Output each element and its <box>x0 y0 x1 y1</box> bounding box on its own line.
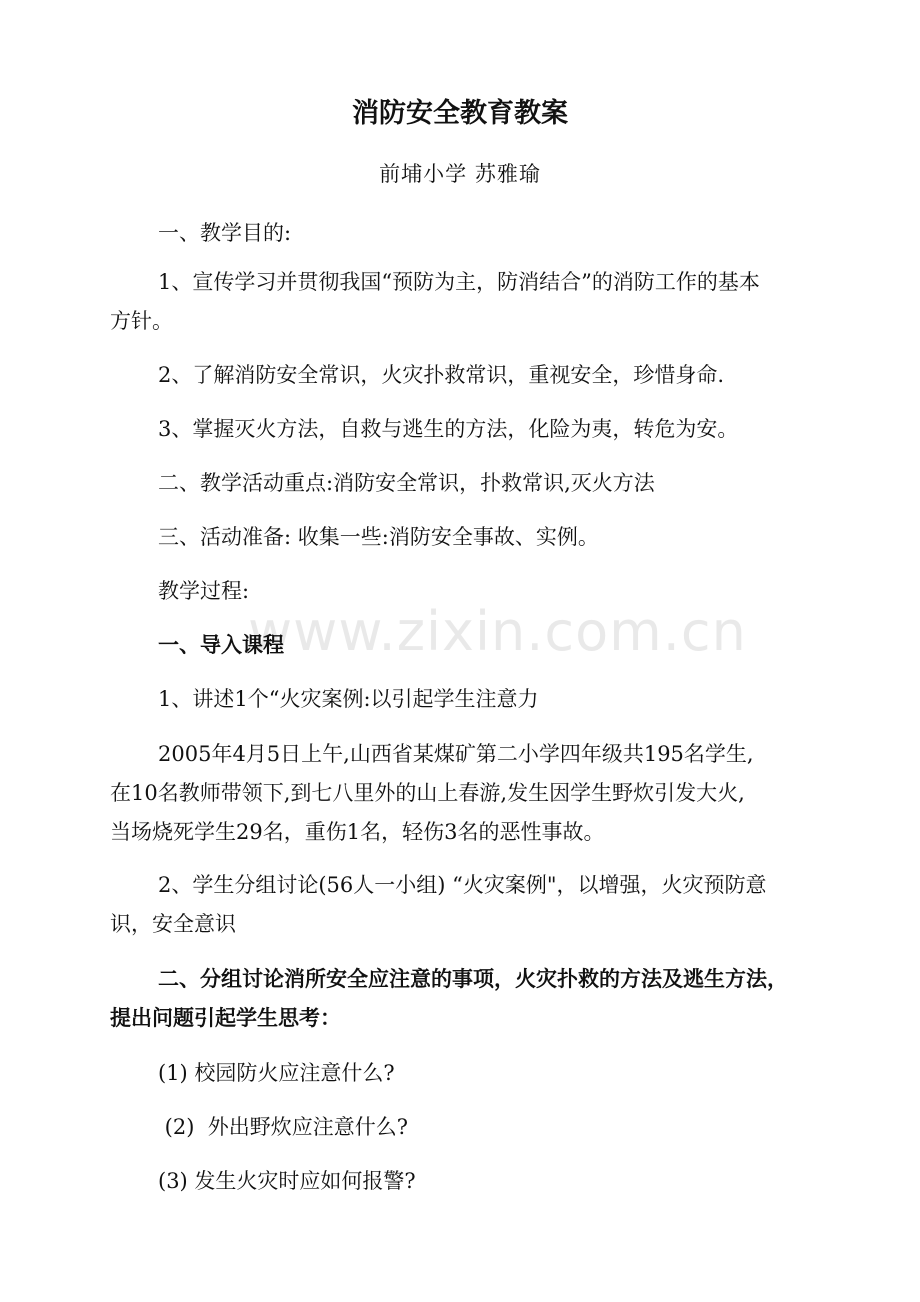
paragraph-line: (3) 发生火灾时应如何报警? <box>158 1169 416 1193</box>
paragraph-line: 2、学生分组讨论(56人一小组) “火灾案例"，以增强，火灾预防意 <box>158 873 767 897</box>
document-title: 消防安全教育教案 <box>352 98 568 129</box>
paragraph-line: 2、了解消防安全常识，火灾扑救常识，重视安全，珍惜身命. <box>158 363 725 387</box>
paragraph-line: 2005年4月5日上午,山西省某煤矿第二小学四年级共195名学生, <box>158 742 754 766</box>
paragraph-line: (2) 外出野炊应注意什么? <box>158 1115 409 1139</box>
document-author: 前埔小学 苏雅瑜 <box>379 162 541 186</box>
paragraph-process-heading <box>110 572 830 611</box>
paragraph-goal-1 <box>110 263 830 341</box>
paragraph-group-discussion <box>110 866 830 944</box>
paragraph-preparation <box>110 518 830 557</box>
paragraph-line: 识，安全意识 <box>110 912 236 936</box>
paragraph-line: 一、教学目的: <box>158 221 292 245</box>
paragraph-line: 3、掌握灭火方法，自救与逃生的方法，化险为夷，转危为安。 <box>158 417 739 441</box>
paragraph-line: 当场烧死学生29名，重伤1名，轻伤3名的恶性事故。 <box>110 820 605 844</box>
paragraph-line: 一、导入课程 <box>158 633 284 657</box>
paragraph-line: 1、宣传学习并贯彻我国“预防为主，防消结合”的消防工作的基本 <box>158 270 760 294</box>
paragraph-line: (1) 校园防火应注意什么? <box>158 1061 395 1085</box>
paragraph-line: 二、分组讨论消所安全应注意的事项，火灾扑救的方法及逃生方法， <box>158 967 788 991</box>
paragraph-line: 三、活动准备: 收集一些:消防安全事故、实例。 <box>158 525 599 549</box>
paragraph-line: 提出问题引起学生思考： <box>110 1006 341 1030</box>
question-item-2 <box>110 1108 830 1147</box>
paragraph-case-intro <box>110 680 830 719</box>
watermark: www.zixin.com.cn <box>248 600 747 663</box>
question-item-3 <box>110 1162 830 1201</box>
paragraph-line: 方针。 <box>110 309 173 333</box>
paragraph-case-details <box>110 735 830 852</box>
section-heading-discussion <box>110 960 830 1038</box>
paragraph-goal-2 <box>110 356 830 395</box>
paragraph-line: 1、讲述1个“火灾案例:以引起学生注意力 <box>158 687 539 711</box>
paragraph-goal-3 <box>110 410 830 449</box>
section-heading-introduction <box>110 626 830 665</box>
paragraph-line: 在10名教师带领下,到七八里外的山上春游,发生因学生野炊引发大火, <box>110 781 745 805</box>
paragraph-key-points <box>110 464 830 503</box>
paragraph-line: 二、教学活动重点:消防安全常识，扑救常识,灭火方法 <box>158 471 655 495</box>
paragraph-line: 教学过程: <box>158 579 250 603</box>
question-item-1 <box>110 1054 830 1093</box>
section-heading-teaching-goals <box>110 214 830 253</box>
